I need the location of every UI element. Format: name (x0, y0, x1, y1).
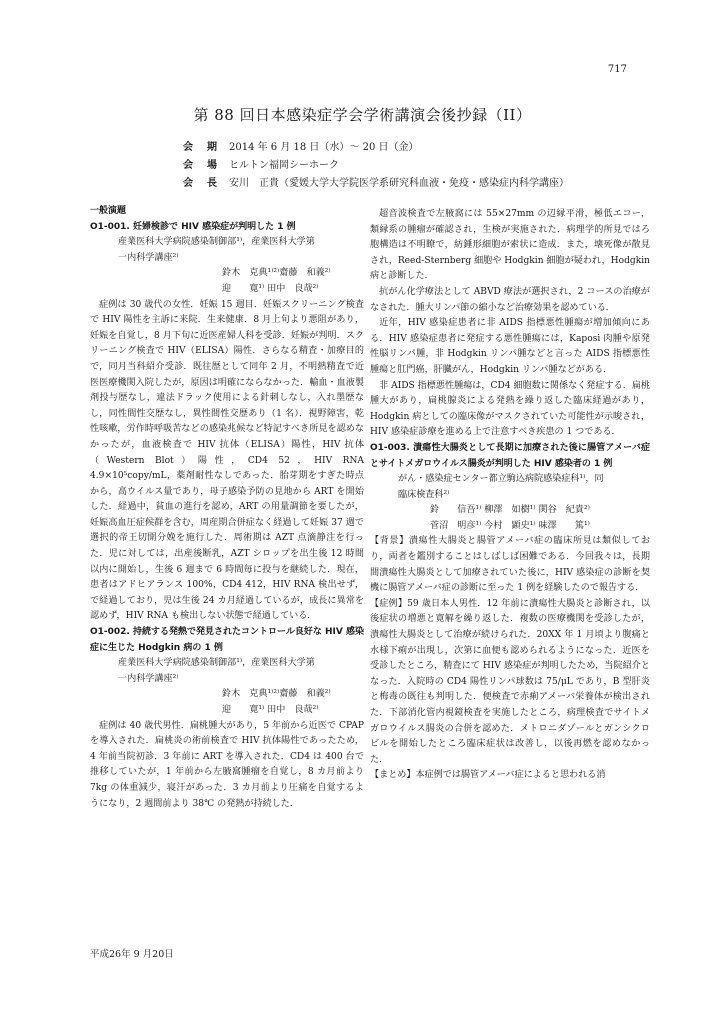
abstract-body: 症例は 30 歳代の女性．妊娠 15 週目．妊娠スクリーニング検査で HIV 陽性を主訴に来院．生来健康．8 月上旬より悪阻があり，妊娠を自覚し，8 月下旬に近医産婦人科を受診．妊娠が判明．スクリーニング検査で HIV（ELISA）陽性．さらなる精査・加療目的で，同月当科紹介受診．既往歴として同年 2 月，不明熱精査で近医医療機関入院したが，原因は明確にならなかった．輸血・血液製剤投与歴なし，違法ドラック使用による針刺しなし，入れ墨歴なし，同性間性交歴なし，異性間性交歴あり（1 名）．視野障害，乾性咳嗽，労作時呼吸苦などの感染兆候など特記すべき所見を認めなかったが，血液検査で HIV 抗体（ELISA）陽性，HIV 抗体（Western Blot）陽性，CD4 52，HIV RNA 4.9×10⁵copy/mL，薬剤耐性なしであった．胎芽期をすぎた時点から，高ウイルス量であり，母子感染予防の見地から ART を開始した．経過中，貧血の進行を認め，ART の用量調節を要したが，妊娠高血圧症候群を含む，周産期合併症なく経過して妊娠 37 週で選択的帝王切開分娩を施行した．周術期は AZT 点滴静注を行った．児に対しては，出産後断乳，AZT シロップを出生後 12 時間以内に開始し，生後 6 週まで 6 時間毎に投与を継続した．現在，患者はアドヒアランス 100%，CD4 412，HIV RNA 検出せず，で経過しており，児は生後 24 カ月経過しているが，成長に異常を認めず，HIV RNA も検出しない状態で経過している． (90, 299, 364, 622)
meta-value: 2014 年 6 月 18 日（水）～ 20 日（金） (229, 142, 419, 153)
authors: 鈴木 克典¹⁾²⁾齋藤 和義²⁾ (222, 689, 331, 700)
abstract-summary: 【まとめ】本症例では腸管アメーバ症によると思われる消 (370, 770, 606, 781)
authors: 迎 寛¹⁾ 田中 良哉²⁾ (222, 705, 319, 715)
abstract-body: 超音波検査で左腋窩には 55×27mm の辺縁平滑，極低エコー，類縁系の腫瘤が確認され，生検が実施された．病理学的所見ではろ胞構造は不明瞭で，紡錘形細胞が索状に造成．また，壊死像が散見され，Reed-Sternberg 細胞や Hodgkin 細胞が疑われ，Hodgkin 病と診断した． (370, 209, 650, 282)
abstract-title: O1-001. 妊婦検診で HIV 感染症が判明した 1 例 (90, 221, 296, 232)
meta-label: 会 長 (183, 178, 219, 189)
meta-value: 安川 正貴（愛媛大学大学院医学系研究科血液・免疫・感染症内科学講座） (229, 178, 569, 189)
affiliation: 臨床検査科²⁾ (398, 489, 450, 500)
abstract-background: 【背景】潰瘍性大腸炎と腸管アメーバ症の臨床所見は類似しており，両者を鑑別することはしばしば困難である．今回我々は，長期間潰瘍性大腸炎として加療されていた後に，HIV 感染症の診断を契機に腸管アメーバ症の診断に至った 1 例を経験したので報告する． (370, 536, 650, 594)
right-column (370, 207, 650, 784)
abstract-body: 抗がん化学療法として ABVD 療法が選択され，2 コースの治療がなされた．腫大リンパ節の縮小など治療効果を認めている． (370, 286, 650, 313)
affiliation: 産業医科大学病院感染制御部¹⁾，産業医科大学第 (118, 658, 315, 669)
authors: 迎 寛¹⁾ 田中 良哉²⁾ (222, 283, 319, 294)
meta-row-president (183, 175, 569, 193)
abstract-body: 近年，HIV 感染症患者に非 AIDS 指標悪性腫瘍が増加傾向にある．HIV 感染症患者に発症する悪性腫瘍には，Kaposi 肉腫や原発性脳リンパ腫，非 Hodgkin リンパ腫などと言った AIDS 指標悪性腫瘍と肛門癌，肝臓がん，Hodgkin リンパ腫などがある． (370, 318, 650, 375)
meta-label: 会 場 (183, 160, 219, 171)
abstract-body: 非 AIDS 指標悪性腫瘍は，CD4 細胞数に関係なく発症する．扁桃腫大があり，扁桃腺炎による発熱を繰り返した臨床経過があり，Hodgkin 病としての臨床像がマスクされていた可能性が示唆され，HIV 感染症診療を進める上で注意すべき疾患の 1 つである． (370, 380, 650, 438)
abstract-body: 症例は 40 歳代男性．扁桃腫大があり，5 年前から近医で CPAP を導入された．扁桃炎の術前検査で HIV 抗体陽性であったため，4 年前当院初診．3 年前に ART を導入された．CD4 は 400 台で推移していたが，1 年前から左腋窩腫瘤を自覚し，8 カ月前より 7kg の体重減少，寝汗があった．3 カ月前より圧痛を自覚するようになり，2 週間前より 38℃ の発熱が持続した． (90, 720, 364, 809)
meta-row-period (183, 139, 569, 157)
meta-label: 会 期 (183, 142, 219, 153)
abstract-case: 【症例】59 歳日本人男性．12 年前に潰瘍性大腸炎と診断され，以後症状の増悪と寛解を繰り返した．複数の医療機関を受診したが，潰瘍性大腸炎として治療が続けられた．20XX 年 1 月頃より腹痛と水様下痢が出現し，次第に血便も認められるようになった．近医を受診したところ，精査にて HIV 感染症が判明したため，当院紹介となった．入院時の CD4 陽性リンパ球数は 75/μL であり，B 型肝炎と梅毒の既往も判明した．便検査で赤痢アメーバ栄養体が検出された．下部消化管内視鏡検査を実施したところ，病理検査でサイトメガロウイルス腸炎の合併を認めた．メトロニダゾールとガンシクロビルを開始したところ臨床症状は改善し，以後再燃を認めなかった． (370, 598, 650, 765)
authors: 菅沼 明彦¹⁾ 今村 顕史¹⁾ 味澤 篤¹⁾ (430, 520, 590, 531)
affiliation: 一内科学講座²⁾ (118, 252, 179, 263)
abstract-title: O1-003. 潰瘍性大腸炎として長期に加療された後に腸管アメーバ症とサイトメガロウイルス腸炎が判明した HIV 感染者の 1 例 (370, 442, 650, 469)
authors: 鈴 信吾¹⁾ 柳澤 如樹¹⁾ 関谷 紀貴²⁾ (430, 505, 590, 516)
affiliation: 一内科学講座²⁾ (118, 673, 179, 684)
left-column (90, 204, 364, 812)
authors: 鈴木 克典¹⁾²⁾齋藤 和義²⁾ (222, 268, 331, 279)
section-heading: 一般演題 (90, 206, 127, 216)
abstract-title: O1-002. 持続する発熱で発見されたコントロール良好な HIV 感染症に生じた Hodgkin 病の 1 例 (90, 627, 364, 653)
meta-value: ヒルトン福岡シーホーク (229, 160, 339, 171)
affiliation: 産業医科大学病院感染制御部¹⁾，産業医科大学第 (118, 237, 315, 248)
affiliation: がん・感染症センター都立駒込病院感染症科¹⁾，同 (398, 474, 604, 485)
page-number: 717 (607, 64, 627, 75)
meeting-info (183, 139, 569, 193)
meta-row-venue (183, 157, 569, 175)
footer-date: 平成26年 9 月20日 (90, 949, 174, 960)
page-title: 第 88 回日本感染症学会学術講演会後抄録（II） (193, 106, 532, 124)
